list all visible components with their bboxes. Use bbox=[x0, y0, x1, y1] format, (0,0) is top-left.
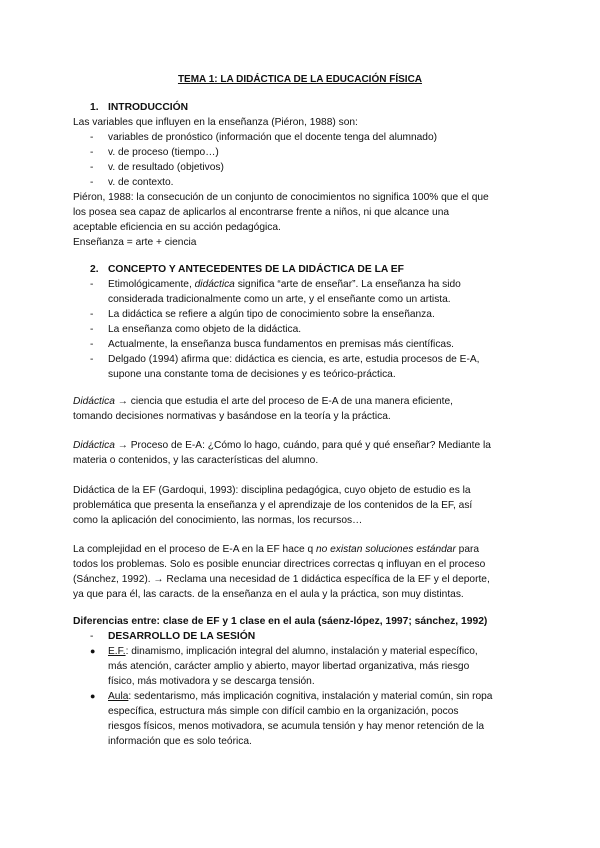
definition-1-continuation: tomando decisiones normativas y basándose en la teoría y la práctica. bbox=[73, 411, 391, 422]
dash-bullet: - bbox=[90, 147, 94, 158]
list-item-continuation: físico, más motivadora y se descarga tensión. bbox=[108, 676, 315, 687]
dash-bullet: - bbox=[90, 324, 94, 335]
section-1-number: 1. bbox=[90, 102, 99, 113]
list-item: La didáctica se refiere a algún tipo de conocimiento sobre la enseñanza. bbox=[108, 309, 435, 320]
subsection-heading: DESARROLLO DE LA SESIÓN bbox=[108, 631, 256, 642]
dash-bullet: - bbox=[90, 162, 94, 173]
list-item: La enseñanza como objeto de la didáctica. bbox=[108, 324, 302, 335]
list-item: v. de contexto. bbox=[108, 177, 174, 188]
document-title: TEMA 1: LA DIDÁCTICA DE LA EDUCACIÓN FÍSICA bbox=[177, 74, 423, 85]
dash-bullet: - bbox=[90, 279, 94, 290]
paragraph-line: como la aplicación del conocimiento, las normas, los recursos… bbox=[73, 515, 363, 526]
paragraph-line: La complejidad en el proceso de E-A en la EF hace q no existan soluciones estándar para bbox=[73, 544, 480, 555]
dash-bullet: - bbox=[90, 339, 94, 350]
list-item-continuation: supone una constante toma de decisiones y es teórico-práctica. bbox=[108, 369, 396, 380]
paragraph-line: todos los problemas. Solo es posible enunciar directrices correctas q influyan en el proceso bbox=[73, 559, 486, 570]
paragraph-line: aceptable eficiencia en su acción pedagógica. bbox=[73, 222, 281, 233]
list-item-continuation: específica, estructura más simple con difícil cambio en la organización, pocos bbox=[108, 706, 459, 717]
dash-bullet: - bbox=[90, 132, 94, 143]
dash-bullet: - bbox=[90, 309, 94, 320]
section-1-intro: Las variables que influyen en la enseñanza (Piéron, 1988) son: bbox=[73, 117, 358, 128]
dash-bullet: - bbox=[90, 354, 94, 365]
formula-line: Enseñanza = arte + ciencia bbox=[73, 237, 197, 248]
list-item: Etimológicamente, didáctica significa “arte de enseñar”. La enseñanza ha sido bbox=[108, 279, 461, 290]
list-item-continuation: más atención, carácter amplio y abierto, mayor libertad organizativa, más riesgo bbox=[108, 661, 470, 672]
paragraph-line: Piéron, 1988: la consecución de un conjunto de conocimientos no significa 100% que el que bbox=[73, 192, 489, 203]
list-item-continuation: considerada tradicionalmente como un arte, y el enseñante como un artista. bbox=[108, 294, 451, 305]
section-2-number: 2. bbox=[90, 264, 99, 275]
definition-2: Didáctica → Proceso de E-A: ¿Cómo lo hago, cuándo, para qué y qué enseñar? Mediante la bbox=[73, 440, 491, 451]
paragraph-line: (Sánchez, 1992). → Reclama una necesidad de 1 didáctica específica de la EF y el deporte, bbox=[73, 574, 490, 585]
list-item: v. de resultado (objetivos) bbox=[108, 162, 224, 173]
list-item: variables de pronóstico (información que el docente tenga del alumnado) bbox=[108, 132, 438, 143]
list-item: Aula: sedentarismo, más implicación cognitiva, instalación y material común, sin ropa bbox=[108, 691, 493, 702]
section-1-heading: INTRODUCCIÓN bbox=[108, 102, 189, 113]
list-item: Actualmente, la enseñanza busca fundamentos en premisas más científicas. bbox=[108, 339, 454, 350]
list-item: E.F.: dinamismo, implicación integral del alumno, instalación y material específico, bbox=[108, 646, 478, 657]
definition-1: Didáctica → ciencia que estudia el arte del proceso de E-A de una manera eficiente, bbox=[73, 396, 453, 407]
list-item: v. de proceso (tiempo…) bbox=[108, 147, 219, 158]
paragraph-line: ya que para él, las caracts. de la enseñanza en el aula y la práctica, son muy distintas. bbox=[73, 589, 464, 600]
paragraph-line: problemática que presenta la enseñanza y el aprendizaje de los contenidos de la EF, así bbox=[73, 500, 473, 511]
list-item: Delgado (1994) afirma que: didáctica es ciencia, es arte, estudia procesos de E-A, bbox=[108, 354, 480, 365]
list-item-continuation: información que es solo teórica. bbox=[108, 736, 252, 747]
definition-2-continuation: materia o contenidos, y las características del alumno. bbox=[73, 455, 319, 466]
list-item-continuation: riesgos físicos, menos motivadora, se acumula tensión y hay menor retención de la bbox=[108, 721, 484, 732]
differences-heading: Diferencias entre: clase de EF y 1 clase en el aula (sáenz-lópez, 1997; sánchez, 1992) bbox=[73, 616, 488, 627]
paragraph-line: Didáctica de la EF (Gardoqui, 1993): disciplina pedagógica, cuyo objeto de estudio es la bbox=[73, 485, 471, 496]
section-2-heading: CONCEPTO Y ANTECEDENTES DE LA DIDÁCTICA DE LA EF bbox=[108, 264, 404, 275]
dash-bullet: - bbox=[90, 631, 94, 642]
round-bullet-icon: ● bbox=[90, 646, 96, 656]
dash-bullet: - bbox=[90, 177, 94, 188]
round-bullet-icon: ● bbox=[90, 691, 96, 701]
paragraph-line: los posea sea capaz de aplicarlos al encontrarse frente a niños, ni que alcance una bbox=[73, 207, 450, 218]
